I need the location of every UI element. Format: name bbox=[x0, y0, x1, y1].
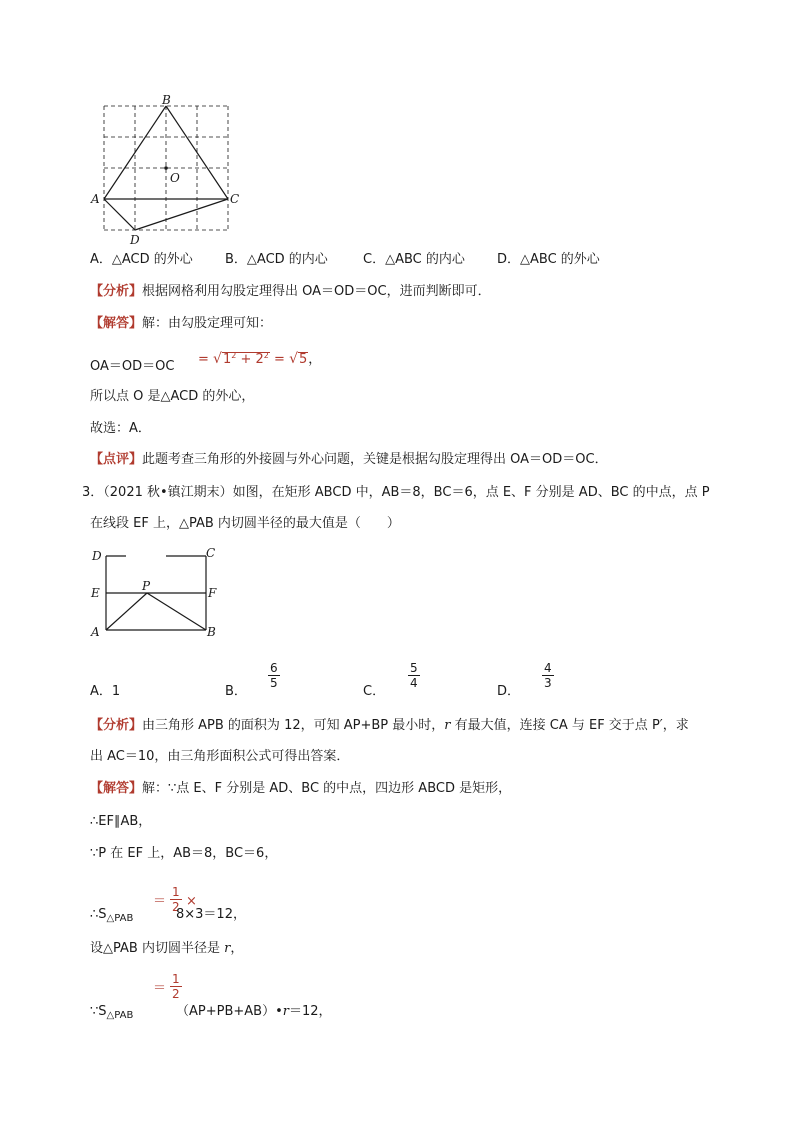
comment-tag: 【点评】 bbox=[90, 452, 143, 467]
eq-sign-2: = bbox=[269, 352, 290, 367]
q2-option-b: B．△ACD 的内心 bbox=[225, 252, 328, 267]
radicand-2: 2 bbox=[255, 352, 264, 367]
q3-option-b-fraction bbox=[268, 661, 280, 690]
segment-pb bbox=[147, 593, 206, 630]
label-d: D bbox=[130, 233, 140, 247]
label-d: D bbox=[92, 549, 102, 563]
q3-option-d-fraction bbox=[542, 661, 554, 690]
label-c: C bbox=[206, 546, 216, 560]
variable-r: r bbox=[444, 718, 451, 733]
q3-step5-left bbox=[90, 1003, 133, 1022]
q2-analysis bbox=[90, 283, 491, 301]
label-f: F bbox=[208, 586, 217, 600]
q3-step2: ∵P 在 EF 上，AB＝8，BC＝6， bbox=[90, 846, 278, 861]
answer-tag: 【解答】 bbox=[90, 781, 143, 796]
grid-figure bbox=[88, 92, 248, 248]
sqrt-result: 5 bbox=[298, 352, 308, 367]
step5-result: ＝12， bbox=[288, 1004, 332, 1019]
q2-option-c: C．△ABC 的内心 bbox=[363, 252, 465, 267]
label-b: B bbox=[162, 93, 171, 107]
label-p: P bbox=[142, 579, 151, 593]
q2-eq-right: = $√1^2 + 2^2 = √5$， bbox=[198, 351, 322, 367]
comma: ， bbox=[308, 352, 322, 367]
area-subscript: △PAB bbox=[106, 913, 134, 924]
eq-sign: = bbox=[198, 352, 209, 367]
q3-step4 bbox=[90, 940, 243, 958]
fraction-denominator: 5 bbox=[270, 676, 278, 690]
q2-comment bbox=[90, 451, 608, 469]
plus-sign: + bbox=[236, 352, 256, 367]
area-symbol: ∴S bbox=[90, 907, 107, 922]
comment-text: 此题考查三角形的外接圆与外心问题，关键是根据勾股定理得出 OA＝OD＝OC． bbox=[142, 452, 608, 467]
point-o bbox=[164, 166, 168, 170]
rectangle-figure bbox=[86, 542, 226, 642]
fraction-denominator: 4 bbox=[410, 676, 418, 690]
fraction-denominator: 2 bbox=[172, 987, 180, 1001]
q3-step3-times: × bbox=[186, 894, 197, 909]
step4-comma: ， bbox=[230, 941, 244, 956]
segment-ap bbox=[106, 593, 147, 630]
edge-ad bbox=[104, 199, 135, 230]
q3-option-a: A．1 bbox=[90, 684, 121, 699]
answer-tag: 【解答】 bbox=[90, 316, 143, 331]
q2-option-d: D．△ABC 的外心 bbox=[497, 252, 600, 267]
edge-dc bbox=[135, 199, 228, 230]
fraction-numerator: 4 bbox=[544, 661, 552, 675]
answer-text: 解：∵点 E、F 分别是 AD、BC 的中点，四边形 ABCD 是矩形， bbox=[142, 781, 512, 796]
radicand-1: 1 bbox=[222, 352, 232, 367]
q3-stem-line1: 3．（2021 秋•镇江期末）如图，在矩形 ABCD 中，AB＝8，BC＝6，点 E、F 分别是 AD、BC 的中点，点 P bbox=[82, 485, 710, 500]
fraction-numerator: 6 bbox=[270, 661, 278, 675]
label-b: B bbox=[207, 625, 216, 639]
q3-option-b: B． bbox=[225, 684, 247, 699]
variable-r: r bbox=[224, 941, 231, 956]
fraction-numerator: 1 bbox=[172, 885, 180, 899]
q2-choose: 故选：A． bbox=[90, 421, 151, 436]
q3-step3-rest: 8×3＝12， bbox=[176, 907, 246, 922]
q3-answer bbox=[90, 780, 511, 798]
label-a: A bbox=[91, 192, 100, 206]
analysis-text: 根据网格利用勾股定理得出 OA＝OD＝OC，进而判断即可． bbox=[142, 284, 491, 299]
fraction-numerator: 5 bbox=[410, 661, 418, 675]
q2-eq-left: OA＝OD＝OC bbox=[90, 359, 175, 374]
q3-option-c-fraction bbox=[408, 661, 420, 690]
step4-text: 设△PAB 内切圆半径是 bbox=[90, 941, 225, 956]
q2-option-a: A．△ACD 的外心 bbox=[90, 252, 193, 267]
label-e: E bbox=[91, 586, 100, 600]
analysis-tag: 【分析】 bbox=[90, 718, 143, 733]
area-subscript: △PAB bbox=[106, 1010, 134, 1021]
area-symbol: ∵S bbox=[90, 1004, 107, 1019]
q3-step5-rest bbox=[176, 1003, 332, 1021]
fraction-denominator: 3 bbox=[544, 676, 552, 690]
q3-step3-eq: ＝ bbox=[153, 894, 167, 909]
q3-step3-left bbox=[90, 906, 133, 925]
exponent-1: 2 bbox=[231, 351, 237, 360]
q3-analysis-line1 bbox=[90, 717, 689, 735]
q3-option-d: D． bbox=[497, 684, 521, 699]
analysis-text-a: 由三角形 APB 的面积为 12，可知 AP+BP 最小时， bbox=[142, 718, 445, 733]
label-a: A bbox=[91, 625, 100, 639]
step5-text: （AP+PB+AB）• bbox=[176, 1004, 283, 1019]
label-c: C bbox=[230, 192, 240, 206]
label-o: O bbox=[170, 171, 180, 185]
q2-conclusion: 所以点 O 是△ACD 的外心， bbox=[90, 389, 255, 404]
q2-answer bbox=[90, 315, 272, 333]
fraction-denominator: 2 bbox=[172, 900, 180, 914]
q3-stem-line2: 在线段 EF 上，△PAB 内切圆半径的最大值是（ ） bbox=[90, 516, 400, 531]
fraction-numerator: 1 bbox=[172, 972, 180, 986]
q3-step5-eq: ＝ bbox=[153, 981, 167, 996]
q3-step5-fraction bbox=[170, 972, 182, 1001]
variable-r: r bbox=[282, 1004, 289, 1019]
q3-option-c: C． bbox=[363, 684, 386, 699]
analysis-text-b: 有最大值，连接 CA 与 EF 交于点 P′，求 bbox=[450, 718, 689, 733]
q3-analysis-line2: 出 AC＝10，由三角形面积公式可得出答案． bbox=[90, 749, 350, 764]
answer-text: 解：由勾股定理可知： bbox=[142, 316, 273, 331]
q3-step1: ∴EF∥AB， bbox=[90, 814, 152, 829]
analysis-tag: 【分析】 bbox=[90, 284, 143, 299]
exponent-2: 2 bbox=[263, 351, 269, 360]
